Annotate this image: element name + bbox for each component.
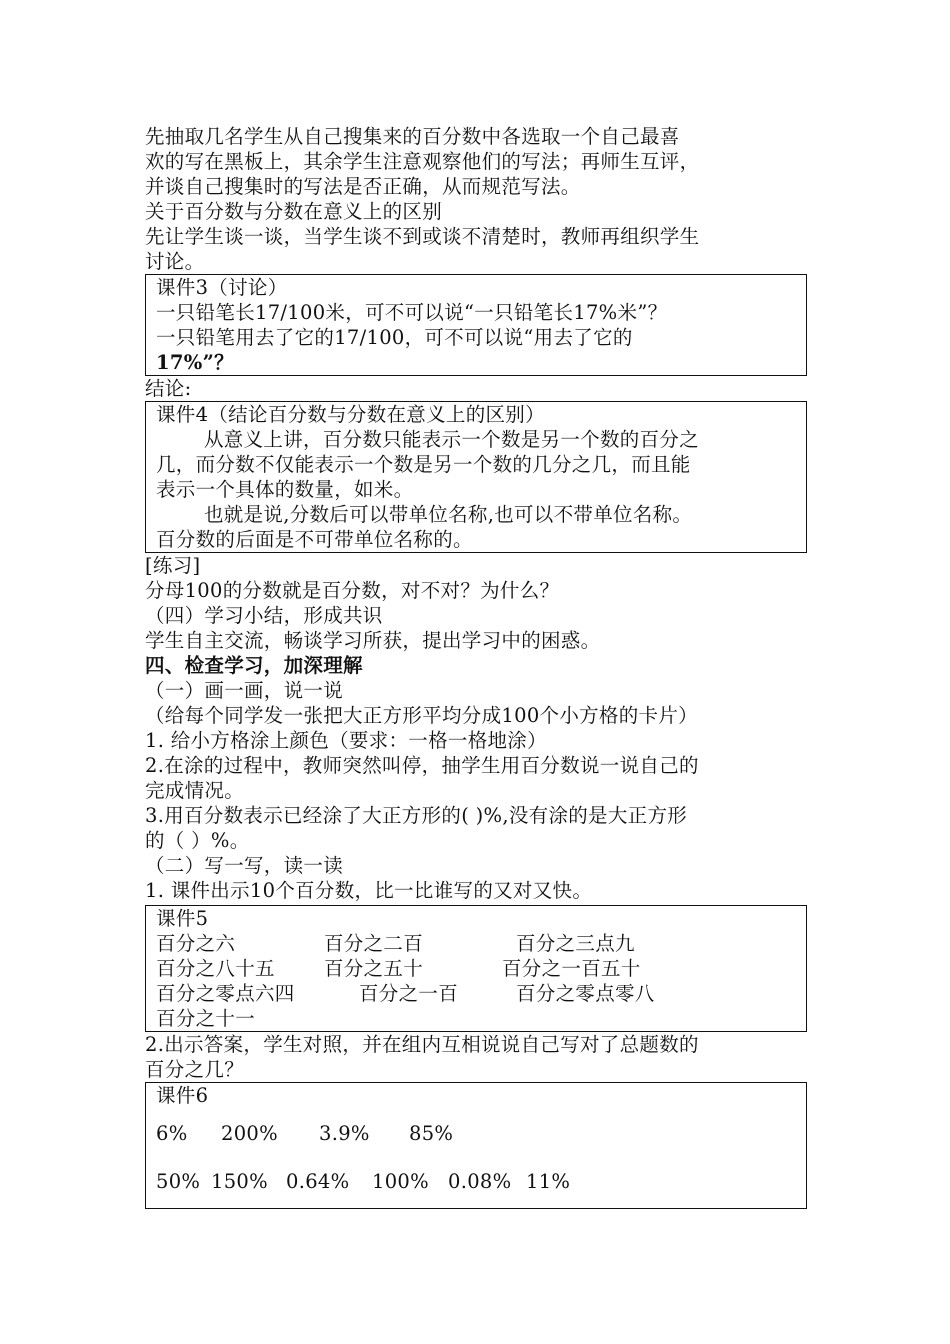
text-line: （一）画一画，说一说 <box>145 679 344 702</box>
courseware-6-box <box>145 1082 807 1209</box>
text-line: 一只铅笔用去了它的17/100，可不可以说“用去了它的 <box>156 326 633 349</box>
percent-number: 50% <box>156 1170 201 1193</box>
text-line: 一只铅笔长17/100米，可不可以说“一只铅笔长17%米”？ <box>156 301 668 324</box>
text-line: 分母100的分数就是百分数，对不对？为什么？ <box>145 579 560 602</box>
text-line: （给每个同学发一张把大正方形平均分成100个小方格的卡片） <box>145 704 698 727</box>
text-line: 先抽取几名学生从自己搜集来的百分数中各选取一个自己最喜 <box>145 125 680 148</box>
percent-number: 0.08% <box>448 1170 512 1193</box>
box-title: 课件6 <box>156 1084 209 1107</box>
percent-word: 百分之六 <box>156 932 236 955</box>
middle-section <box>145 553 807 903</box>
percent-word: 百分之零点零八 <box>516 982 655 1005</box>
intro-paragraph <box>145 124 807 274</box>
percent-word: 百分之零点六四 <box>156 982 295 1005</box>
text-line: 17%”？ <box>156 351 234 374</box>
text-line: 的（ ）%。 <box>145 829 250 852</box>
text-line: 先让学生谈一谈，当学生谈不到或谈不清楚时，教师再组织学生 <box>145 225 700 248</box>
percent-number: 11% <box>526 1170 571 1193</box>
percent-number: 85% <box>409 1122 454 1145</box>
percent-number: 200% <box>221 1122 278 1145</box>
percent-word-row <box>156 956 806 981</box>
text-line: 1. 给小方格涂上颜色（要求：一格一格地涂） <box>145 729 547 752</box>
text-line: （四）学习小结，形成共识 <box>145 604 383 627</box>
after-courseware-5 <box>145 1032 807 1082</box>
percent-word-row <box>156 981 806 1006</box>
text-line: 2.出示答案，学生对照，并在组内互相说说自己写对了总题数的 <box>145 1033 699 1056</box>
percent-number: 3.9% <box>319 1122 370 1145</box>
text-line: 完成情况。 <box>145 779 245 802</box>
percent-number: 150% <box>211 1170 268 1193</box>
percent-number-row <box>156 1121 806 1146</box>
text-line: 讨论。 <box>145 250 205 273</box>
text-line: （二）写一写，读一读 <box>145 854 344 877</box>
percent-number: 6% <box>156 1122 188 1145</box>
percent-word-row <box>156 1006 806 1031</box>
conclusion-label: 结论: <box>145 377 192 400</box>
text-line: 并谈自己搜集时的写法是否正确，从而规范写法。 <box>145 175 581 198</box>
text-line: 3.用百分数表示已经涂了大正方形的( )%,没有涂的是大正方形 <box>145 804 688 827</box>
text-line: 也就是说,分数后可以带单位名称,也可以不带单位名称。 <box>204 503 693 526</box>
text-line: 从意义上讲，百分数只能表示一个数是另一个数的百分之 <box>204 428 700 451</box>
courseware-5-box <box>145 905 807 1032</box>
percent-number-row <box>156 1169 806 1194</box>
text-line: 1. 课件出示10个百分数，比一比谁写的又对又快。 <box>145 879 593 902</box>
percent-word: 百分之一百五十 <box>502 957 641 980</box>
percent-word: 百分之五十 <box>324 957 424 980</box>
text-line: 表示一个具体的数量，如米。 <box>156 478 414 501</box>
text-line: 学生自主交流，畅谈学习所获，提出学习中的困惑。 <box>145 629 601 652</box>
document-page <box>145 124 807 1209</box>
text-line: 百分之几？ <box>145 1058 245 1081</box>
percent-word: 百分之三点九 <box>516 932 635 955</box>
courseware-3-box <box>145 274 807 376</box>
percent-word: 百分之十一 <box>156 1007 256 1030</box>
text-line: 几，而分数不仅能表示一个数是另一个数的几分之几，而且能 <box>156 453 691 476</box>
percent-number: 0.64% <box>286 1170 350 1193</box>
box-title: 课件4（结论百分数与分数在意义上的区别） <box>156 403 545 426</box>
text-line: 百分数的后面是不可带单位名称的。 <box>156 528 473 551</box>
text-line: [练习] <box>145 554 201 577</box>
percent-word: 百分之八十五 <box>156 957 275 980</box>
box-title: 课件5 <box>156 907 209 930</box>
percent-word: 百分之一百 <box>359 982 459 1005</box>
box-title: 课件3（讨论） <box>156 276 288 299</box>
text-line: 欢的写在黑板上，其余学生注意观察他们的写法；再师生互评， <box>145 150 700 173</box>
percent-word-row <box>156 931 806 956</box>
percent-number: 100% <box>372 1170 429 1193</box>
courseware-4-box <box>145 401 807 553</box>
section-heading: 四、检查学习，加深理解 <box>145 654 363 677</box>
percent-word: 百分之二百 <box>324 932 424 955</box>
section-subheading: 关于百分数与分数在意义上的区别 <box>145 200 443 223</box>
text-line: 2.在涂的过程中，教师突然叫停，抽学生用百分数说一说自己的 <box>145 754 699 777</box>
